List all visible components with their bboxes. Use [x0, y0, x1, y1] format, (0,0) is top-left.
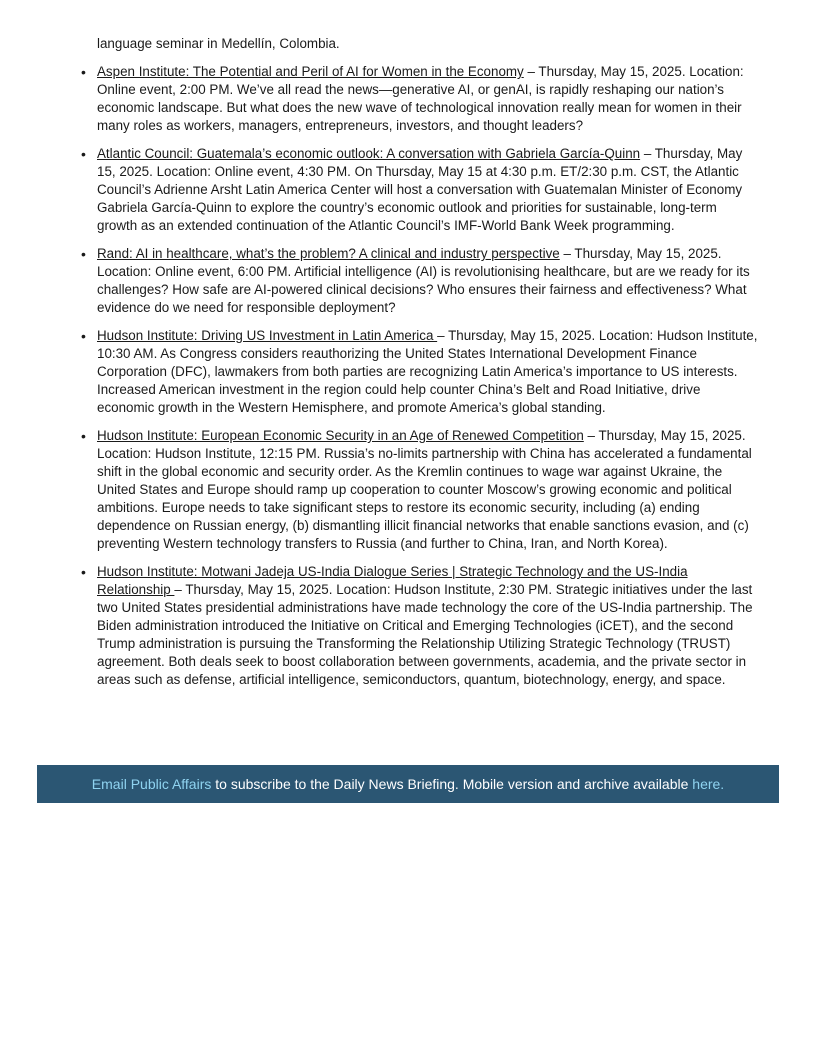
- bullet-icon: •: [81, 146, 86, 162]
- event-link-hudson-european-security[interactable]: Hudson Institute: European Economic Security in an Age of Renewed Competition: [97, 428, 584, 443]
- list-item: [81, 145, 759, 235]
- footer-text: to subscribe to the Daily News Briefing. Mobile version and archive available: [211, 776, 693, 792]
- event-link-hudson-us-india[interactable]: Hudson Institute: Motwani Jadeja US-India Dialogue Series | Strategic Technology and the US-India Relationship: [97, 564, 688, 597]
- list-item: [81, 563, 759, 689]
- archive-here-link[interactable]: here.: [692, 776, 725, 792]
- event-link-aspen-ai-women[interactable]: Aspen Institute: The Potential and Peril of AI for Women in the Economy: [97, 64, 524, 79]
- event-details: – Thursday, May 15, 2025. Location: Hudson Institute, 2:30 PM. Strategic initiatives under the last two United States presidential administrations have made technology the core of the US-India partnership. The Biden administration introduced the Initiative on Critical and Emerging Technologies (iCET), and the second Trump administration is pursuing the Transforming the Relationship Utilizing Strategic Technology (TRUST) agreement. Both deals seek to boost collaboration between governments, academia, and the private sector in areas such as defense, artificial intelligence, semiconductors, quantum, biotechnology, energy, and space.: [97, 582, 753, 687]
- event-details: – Thursday, May 15, 2025. Location: Hudson Institute, 12:15 PM. Russia’s no-limits partnership with China has accelerated a fundamental shift in the global economic and security order. As the Kremlin continues to wage war against Ukraine, the United States and Europe should ramp up cooperation to counter Moscow’s growing economic and political ambitions. Europe needs to take significant steps to restore its economic security, including (a) ending dependence on Russian energy, (b) dismantling illicit financial networks that enable sanctions evasion, and (c) preventing Western technology transfers to Russia (and further to China, Iran, and North Korea).: [97, 428, 752, 551]
- bullet-icon: •: [81, 428, 86, 444]
- event-link-hudson-latin-america[interactable]: Hudson Institute: Driving US Investment in Latin America: [97, 328, 438, 343]
- event-details: – Thursday, May 15, 2025. Location: Online event, 4:30 PM. On Thursday, May 15 at 4:30 p.m. ET/2:30 p.m. CST, the Atlantic Council’s Adrienne Arsht Latin America Center will host a conversation with Guatemalan Minister of Economy Gabriela García-Quinn to explore the country’s economic outlook and priorities for sustainable, long-term growth as an extended continuation of the Atlantic Council’s IMF-World Bank Week programming.: [97, 146, 743, 233]
- main-content: [81, 35, 759, 699]
- list-item: [81, 327, 759, 417]
- continued-text: language seminar in Medellín, Colombia.: [97, 36, 340, 51]
- bullet-icon: •: [81, 564, 86, 580]
- bullet-icon: •: [81, 246, 86, 262]
- event-details: – Thursday, May 15, 2025. Location: Hudson Institute, 10:30 AM. As Congress considers reauthorizing the United States International Development Finance Corporation (DFC), lawmakers from both parties are recognizing Latin America’s importance to US interests. Increased American investment in the region could help counter China’s Belt and Road Initiative, drive economic growth in the Western Hemisphere, and promote America’s global standing.: [97, 328, 758, 415]
- event-link-rand-ai-healthcare[interactable]: Rand: AI in healthcare, what’s the problem? A clinical and industry perspective: [97, 246, 560, 261]
- event-details: – Thursday, May 15, 2025. Location: Online event, 6:00 PM. Artificial intelligence (AI) is revolutionising healthcare, but are we ready for its challenges? How safe are AI-powered clinical decisions? Who ensures their fairness and effectiveness? What evidence do we need for responsible deployment?: [97, 246, 750, 315]
- bullet-icon: •: [81, 64, 86, 80]
- event-details: – Thursday, May 15, 2025. Location: Online event, 2:00 PM. We’ve all read the news—generative AI, or genAI, is rapidly reshaping our nation’s economic landscape. But what does the new wave of technological innovation really mean for women in their many roles as workers, managers, entrepreneurs, investors, and thought leaders?: [97, 64, 744, 133]
- event-list: [81, 63, 759, 689]
- bullet-icon: •: [81, 328, 86, 344]
- subscribe-footer: [37, 765, 779, 803]
- email-public-affairs-link[interactable]: Email Public Affairs: [91, 776, 212, 792]
- list-item: [81, 63, 759, 135]
- event-link-atlantic-guatemala[interactable]: Atlantic Council: Guatemala’s economic outlook: A conversation with Gabriela García-Quinn: [97, 146, 641, 161]
- list-item: [81, 245, 759, 317]
- list-item: [81, 427, 759, 553]
